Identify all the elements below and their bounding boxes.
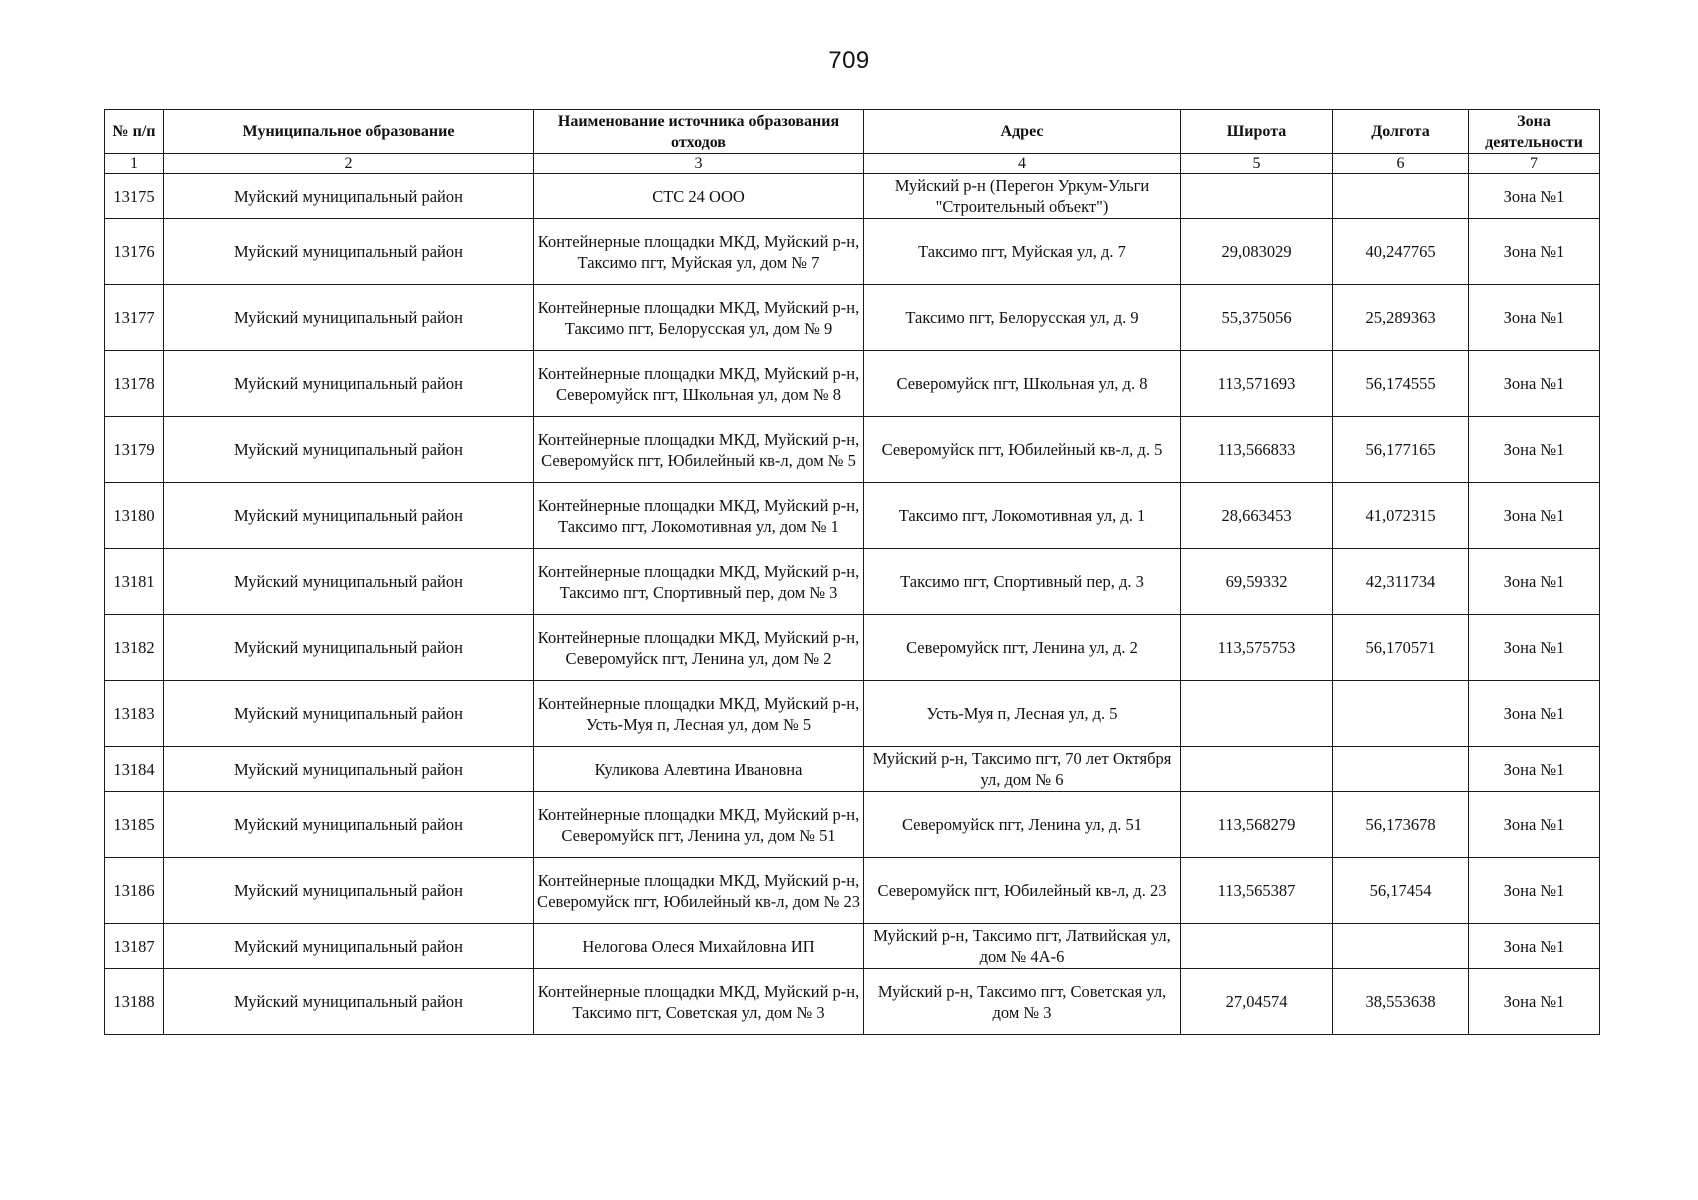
- latitude-cell: 113,571693: [1181, 351, 1333, 417]
- latitude-cell: 27,04574: [1181, 969, 1333, 1035]
- row-number-cell: 13176: [105, 219, 164, 285]
- row-number-cell: 13177: [105, 285, 164, 351]
- row-number-cell: 13188: [105, 969, 164, 1035]
- source-cell: Контейнерные площадки МКД, Муйский р-н, Таксимо пгт, Локомотивная ул, дом № 1: [534, 483, 864, 549]
- zone-cell: Зона №1: [1469, 285, 1600, 351]
- source-cell: Контейнерные площадки МКД, Муйский р-н, Северомуйск пгт, Школьная ул, дом № 8: [534, 351, 864, 417]
- address-cell: Таксимо пгт, Муйская ул, д. 7: [864, 219, 1181, 285]
- municipality-cell: Муйский муниципальный район: [164, 792, 534, 858]
- latitude-cell: [1181, 681, 1333, 747]
- row-number-cell: 13183: [105, 681, 164, 747]
- latitude-cell: 113,566833: [1181, 417, 1333, 483]
- address-cell: Таксимо пгт, Белорусская ул, д. 9: [864, 285, 1181, 351]
- address-cell: Усть-Муя п, Лесная ул, д. 5: [864, 681, 1181, 747]
- row-number-cell: 13181: [105, 549, 164, 615]
- municipality-cell: Муйский муниципальный район: [164, 483, 534, 549]
- longitude-cell: 38,553638: [1333, 969, 1469, 1035]
- latitude-cell: 113,565387: [1181, 858, 1333, 924]
- municipality-cell: Муйский муниципальный район: [164, 351, 534, 417]
- zone-cell: Зона №1: [1469, 549, 1600, 615]
- zone-cell: Зона №1: [1469, 615, 1600, 681]
- longitude-cell: 42,311734: [1333, 549, 1469, 615]
- address-cell: Муйский р-н (Перегон Уркум-Ульги "Строительный объект"): [864, 174, 1181, 219]
- row-number-cell: 13179: [105, 417, 164, 483]
- latitude-cell: [1181, 924, 1333, 969]
- address-cell: Северомуйск пгт, Юбилейный кв-л, д. 5: [864, 417, 1181, 483]
- header-cell-municipality: Муниципальное образование: [164, 110, 534, 154]
- row-number-cell: 13180: [105, 483, 164, 549]
- longitude-cell: 25,289363: [1333, 285, 1469, 351]
- page-number: 709: [828, 47, 870, 74]
- municipality-cell: Муйский муниципальный район: [164, 219, 534, 285]
- header-cell-latitude: Широта: [1181, 110, 1333, 154]
- table-row: [105, 858, 1600, 924]
- latitude-cell: [1181, 747, 1333, 792]
- source-cell: Контейнерные площадки МКД, Муйский р-н, Северомуйск пгт, Ленина ул, дом № 2: [534, 615, 864, 681]
- longitude-cell: [1333, 924, 1469, 969]
- address-cell: Таксимо пгт, Локомотивная ул, д. 1: [864, 483, 1181, 549]
- longitude-cell: 56,173678: [1333, 792, 1469, 858]
- table-row: [105, 417, 1600, 483]
- header-cell-source: Наименование источника образования отходов: [534, 110, 864, 154]
- row-number-cell: 13175: [105, 174, 164, 219]
- latitude-cell: 113,568279: [1181, 792, 1333, 858]
- zone-cell: Зона №1: [1469, 483, 1600, 549]
- municipality-cell: Муйский муниципальный район: [164, 417, 534, 483]
- table-row: [105, 285, 1600, 351]
- header-cell-zone: Зона деятельности: [1469, 110, 1600, 154]
- municipality-cell: Муйский муниципальный район: [164, 615, 534, 681]
- column-number-cell: 2: [164, 154, 534, 174]
- municipality-cell: Муйский муниципальный район: [164, 924, 534, 969]
- address-cell: Северомуйск пгт, Ленина ул, д. 2: [864, 615, 1181, 681]
- column-number-cell: 4: [864, 154, 1181, 174]
- column-number-cell: 3: [534, 154, 864, 174]
- zone-cell: Зона №1: [1469, 747, 1600, 792]
- address-cell: Муйский р-н, Таксимо пгт, Советская ул, дом № 3: [864, 969, 1181, 1035]
- longitude-cell: [1333, 681, 1469, 747]
- source-cell: Куликова Алевтина Ивановна: [534, 747, 864, 792]
- header-cell-number: № п/п: [105, 110, 164, 154]
- table-body: [105, 174, 1600, 1035]
- source-cell: Контейнерные площадки МКД, Муйский р-н, Северомуйск пгт, Ленина ул, дом № 51: [534, 792, 864, 858]
- source-cell: Контейнерные площадки МКД, Муйский р-н, Северомуйск пгт, Юбилейный кв-л, дом № 23: [534, 858, 864, 924]
- zone-cell: Зона №1: [1469, 417, 1600, 483]
- municipality-cell: Муйский муниципальный район: [164, 681, 534, 747]
- address-cell: Северомуйск пгт, Школьная ул, д. 8: [864, 351, 1181, 417]
- source-cell: Контейнерные площадки МКД, Муйский р-н, Таксимо пгт, Спортивный пер, дом № 3: [534, 549, 864, 615]
- zone-cell: Зона №1: [1469, 792, 1600, 858]
- source-cell: СТС 24 ООО: [534, 174, 864, 219]
- header-cell-longitude: Долгота: [1333, 110, 1469, 154]
- table-row: [105, 969, 1600, 1035]
- waste-sources-table: [104, 109, 1600, 1035]
- latitude-cell: 29,083029: [1181, 219, 1333, 285]
- table-row: [105, 747, 1600, 792]
- column-number-cell: 1: [105, 154, 164, 174]
- source-cell: Контейнерные площадки МКД, Муйский р-н, Таксимо пгт, Белорусская ул, дом № 9: [534, 285, 864, 351]
- source-cell: Нелогова Олеся Михайловна ИП: [534, 924, 864, 969]
- longitude-cell: 56,177165: [1333, 417, 1469, 483]
- municipality-cell: Муйский муниципальный район: [164, 858, 534, 924]
- table-row: [105, 681, 1600, 747]
- longitude-cell: 56,174555: [1333, 351, 1469, 417]
- zone-cell: Зона №1: [1469, 681, 1600, 747]
- table-row: [105, 924, 1600, 969]
- latitude-cell: 113,575753: [1181, 615, 1333, 681]
- header-row: [105, 110, 1600, 154]
- header-cell-address: Адрес: [864, 110, 1181, 154]
- table-row: [105, 792, 1600, 858]
- longitude-cell: [1333, 174, 1469, 219]
- table-header: [105, 110, 1600, 174]
- column-number-cell: 5: [1181, 154, 1333, 174]
- municipality-cell: Муйский муниципальный район: [164, 174, 534, 219]
- municipality-cell: Муйский муниципальный район: [164, 285, 534, 351]
- zone-cell: Зона №1: [1469, 969, 1600, 1035]
- address-cell: Северомуйск пгт, Юбилейный кв-л, д. 23: [864, 858, 1181, 924]
- latitude-cell: [1181, 174, 1333, 219]
- source-cell: Контейнерные площадки МКД, Муйский р-н, Усть-Муя п, Лесная ул, дом № 5: [534, 681, 864, 747]
- zone-cell: Зона №1: [1469, 174, 1600, 219]
- address-cell: Муйский р-н, Таксимо пгт, Латвийская ул, дом № 4А-6: [864, 924, 1181, 969]
- table-row: [105, 483, 1600, 549]
- row-number-cell: 13182: [105, 615, 164, 681]
- longitude-cell: 56,170571: [1333, 615, 1469, 681]
- municipality-cell: Муйский муниципальный район: [164, 549, 534, 615]
- column-number-cell: 7: [1469, 154, 1600, 174]
- longitude-cell: 40,247765: [1333, 219, 1469, 285]
- address-cell: Таксимо пгт, Спортивный пер, д. 3: [864, 549, 1181, 615]
- zone-cell: Зона №1: [1469, 924, 1600, 969]
- address-cell: Северомуйск пгт, Ленина ул, д. 51: [864, 792, 1181, 858]
- row-number-cell: 13187: [105, 924, 164, 969]
- municipality-cell: Муйский муниципальный район: [164, 969, 534, 1035]
- row-number-cell: 13185: [105, 792, 164, 858]
- row-number-cell: 13184: [105, 747, 164, 792]
- source-cell: Контейнерные площадки МКД, Муйский р-н, Северомуйск пгт, Юбилейный кв-л, дом № 5: [534, 417, 864, 483]
- latitude-cell: 55,375056: [1181, 285, 1333, 351]
- row-number-cell: 13178: [105, 351, 164, 417]
- table-row: [105, 615, 1600, 681]
- longitude-cell: 41,072315: [1333, 483, 1469, 549]
- longitude-cell: [1333, 747, 1469, 792]
- table-row: [105, 219, 1600, 285]
- column-number-cell: 6: [1333, 154, 1469, 174]
- zone-cell: Зона №1: [1469, 219, 1600, 285]
- address-cell: Муйский р-н, Таксимо пгт, 70 лет Октября ул, дом № 6: [864, 747, 1181, 792]
- table-row: [105, 174, 1600, 219]
- zone-cell: Зона №1: [1469, 351, 1600, 417]
- table-row: [105, 549, 1600, 615]
- latitude-cell: 69,59332: [1181, 549, 1333, 615]
- source-cell: Контейнерные площадки МКД, Муйский р-н, Таксимо пгт, Муйская ул, дом № 7: [534, 219, 864, 285]
- municipality-cell: Муйский муниципальный район: [164, 747, 534, 792]
- longitude-cell: 56,17454: [1333, 858, 1469, 924]
- zone-cell: Зона №1: [1469, 858, 1600, 924]
- latitude-cell: 28,663453: [1181, 483, 1333, 549]
- row-number-cell: 13186: [105, 858, 164, 924]
- source-cell: Контейнерные площадки МКД, Муйский р-н, Таксимо пгт, Советская ул, дом № 3: [534, 969, 864, 1035]
- column-number-row: [105, 154, 1600, 174]
- table-row: [105, 351, 1600, 417]
